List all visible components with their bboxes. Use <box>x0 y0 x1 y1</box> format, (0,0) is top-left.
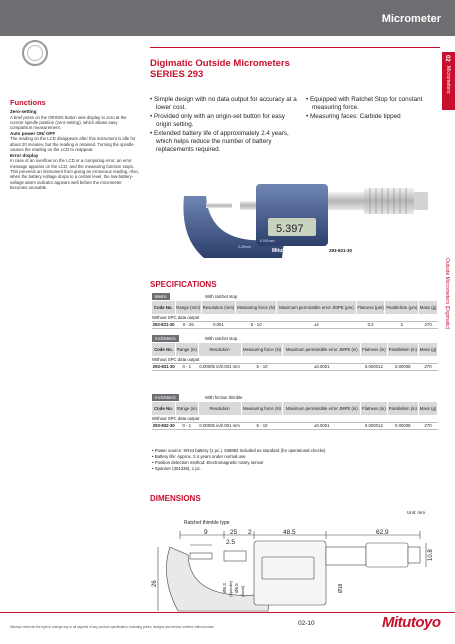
product-brand: Mitutoyo <box>272 248 293 254</box>
page-title-line2: SERIES 293 <box>150 69 204 80</box>
table-cell: 293-821-30 <box>152 322 175 327</box>
spec-tag-inch: Inch/Metric <box>152 394 179 401</box>
table-cell: 0.001 <box>201 321 235 328</box>
column-header: Mass (g) <box>419 301 438 314</box>
feature-item: • Measuring faces: Carbide tipped <box>306 112 401 120</box>
table-cell: ±0.0001 <box>283 422 361 429</box>
spec-subtitle: With ratchet stop <box>205 294 238 299</box>
function-text: In case of an overflow on the LCD or a computing error, an error message appears on the LCD, and the measuring function stops. This prevents an instrument from giving an erroneous reading. Also, when the battery voltage drops to a certain level, the low-battery-voltage alarm indicator appears well before the micrometer becomes unusable. <box>10 158 139 191</box>
column-header: Measuring force (N) <box>241 343 283 356</box>
column-header: Maximum permissible error JMPE (in) <box>283 343 361 356</box>
column-header: Range (mm) <box>175 301 201 314</box>
table-cell: 293-832-30 <box>152 423 175 428</box>
specifications-heading: SPECIFICATIONS <box>150 280 217 289</box>
dim-label: 62.9 <box>376 529 389 536</box>
column-header: Flatness (μm) <box>356 301 385 314</box>
mitutoyo-logo: Mitutoyo <box>382 614 441 631</box>
column-header: Measuring force (N) <box>236 301 277 314</box>
table-row <box>152 363 438 370</box>
column-header: Parallelism (μm) <box>385 301 419 314</box>
feature-list-left <box>150 96 300 155</box>
column-header: Maximum permissible error JMPE (in) <box>283 402 361 415</box>
functions-heading: Functions <box>10 98 46 107</box>
dimension-drawing <box>150 527 440 617</box>
table-row <box>152 321 438 328</box>
table-cell: 0.00005 in/0.001 mm <box>199 364 240 369</box>
spec-subtitle: With ratchet stop <box>205 336 238 341</box>
column-header: Measuring force (N) <box>241 402 283 415</box>
table-cell: 293-831-30 <box>152 364 175 369</box>
spec-table-inch-friction <box>152 402 438 430</box>
dim-label: 10.8 <box>428 549 434 561</box>
section-tab-number: 02 <box>444 55 450 62</box>
dimensions-subtitle: Ratchet thimble type <box>184 520 230 526</box>
dim-label: (Spindle) <box>228 580 233 597</box>
table-cell: 2 <box>385 321 419 328</box>
column-header: Resolution <box>198 402 241 415</box>
table-cell: 0.000012 <box>361 422 387 429</box>
feature-item: • Extended battery life of approximately 2.4 years, which helps reduce the number of battery replacements required. <box>150 129 289 154</box>
column-header: Code No. <box>152 301 175 314</box>
table-cell: 0 - 1 <box>176 363 199 370</box>
spec-table-metric <box>152 301 438 329</box>
function-text: The reading on the LCD disappears after this instrument is idle for about 20 minutes, but the reading is retained. Turning the spindle causes the reading on the LCD to reappear. <box>10 136 136 153</box>
product-resolution: 0.001mm <box>260 239 275 243</box>
spec-tag-inch: Inch/Metric <box>152 335 179 342</box>
table-cell: 0.3 <box>356 321 385 328</box>
section-tab[interactable] <box>442 52 455 110</box>
footer-rule <box>0 612 455 613</box>
column-header: Flatness (in) <box>361 402 387 415</box>
certification-seal-icon <box>22 40 48 66</box>
column-header: Code No. <box>152 343 176 356</box>
table-cell: 0.00008 <box>387 422 418 429</box>
column-header: Resolution <box>198 343 241 356</box>
feature-item: • Equipped with Ratchet Stop for constant measuring force. <box>306 96 423 112</box>
header-bar <box>0 0 455 36</box>
column-header: Range (in) <box>176 343 199 356</box>
dim-label: 48.5 <box>283 529 296 536</box>
dim-label: 9 <box>204 529 208 536</box>
table-cell: 270 <box>419 422 438 429</box>
feature-list-right <box>306 96 442 122</box>
dim-label: Ø6.5 <box>234 583 239 593</box>
table-cell: 270 <box>419 321 438 328</box>
unit-label: Unit: mm <box>407 510 425 515</box>
table-row <box>152 422 438 429</box>
column-header: Range (in) <box>176 402 199 415</box>
dimensions-heading: DIMENSIONS <box>150 494 201 503</box>
column-header: Maximum permissible error JMPE (μm) <box>277 301 357 314</box>
table-cell: 0.00008 <box>387 363 418 370</box>
group-label: Without SPC data output <box>152 314 438 321</box>
feature-item: • Simple design with no data output for accuracy at a lower cost. <box>150 96 297 112</box>
dim-label: 25 <box>230 529 238 536</box>
section-tab-label: Micrometers <box>445 66 451 94</box>
table-cell: 0 - 25 <box>175 321 201 328</box>
group-label: Without SPC data output <box>152 415 438 422</box>
dim-label: Ø6.3 <box>222 583 227 593</box>
note-item: • Position detection method: Electromagnetic rotary sensor <box>152 460 325 466</box>
lcd-reading: 5.397 <box>276 223 304 235</box>
page-number: 02-10 <box>298 620 315 627</box>
table-cell: 5 - 10 <box>241 422 283 429</box>
feature-item: • Provided only with an origin-set button for easy origin setting. <box>150 112 285 129</box>
spec-table-inch-ratchet <box>152 343 438 371</box>
product-range: 0-25mm <box>238 245 251 249</box>
group-label: Without SPC data output <box>152 356 438 363</box>
dim-label: 2.5 <box>226 539 236 546</box>
column-header: Code No. <box>152 402 176 415</box>
table-cell: 5 - 10 <box>236 321 277 328</box>
page-title <box>150 58 290 80</box>
micrometer-product-image <box>180 178 430 263</box>
table-cell: 5 - 10 <box>241 363 283 370</box>
table-cell: 0 - 1 <box>176 422 199 429</box>
spec-subtitle: With friction thimble <box>205 395 243 400</box>
dim-label: 26 <box>152 580 158 587</box>
column-header: Parallelism (in) <box>387 402 418 415</box>
dim-label: (Anvil) <box>240 585 245 597</box>
note-item: • Power source: SR44 battery (1 pc.), 938882 included as standard (for operational checks) <box>152 448 325 454</box>
title-rule <box>150 47 440 48</box>
dim-label: 2 <box>248 529 252 536</box>
header-title: Micrometer <box>381 13 441 25</box>
note-item: • Spanner (301336), 1 pc. <box>152 466 325 472</box>
function-title: Error display <box>10 152 39 158</box>
column-header: Resolution (mm) <box>201 301 235 314</box>
page-title-line1: Digimatic Outside Micrometers <box>150 58 290 69</box>
function-title: Zero-setting <box>10 109 37 114</box>
column-header: Mass (g) <box>419 402 438 415</box>
note-item: • Battery life: Approx. 2.4 years under normal use <box>152 454 325 460</box>
column-header: Mass (g) <box>419 343 438 356</box>
function-text: A brief press on the ORIGIN button sets display to zero at the current spindle position (zero-setting), which allows easy comparison measurement. <box>10 114 127 131</box>
table-cell: 0.000012 <box>361 363 387 370</box>
spec-notes <box>152 448 325 472</box>
table-cell: 0.00005 in/0.001 mm <box>199 423 240 428</box>
column-header: Parallelism (in) <box>387 343 418 356</box>
table-cell: 270 <box>419 363 438 370</box>
side-category-label: Outside Micrometers (Digimatic) <box>444 258 450 330</box>
column-header: Flatness (in) <box>361 343 387 356</box>
spec-tag-metric: Metric <box>152 293 170 300</box>
product-caption: 293-821-30 <box>329 248 353 253</box>
functions-panel <box>10 98 140 191</box>
table-cell: ±2 <box>277 321 357 328</box>
function-title: Auto power ON/ OFF <box>10 130 56 136</box>
dim-label: Ø18 <box>338 583 344 593</box>
table-cell: ±0.0001 <box>283 363 361 370</box>
disclaimer-text: Mitutoyo reserves the right to change any or all aspects of any product specification, including prices, designs and service content, without notice. <box>10 625 215 629</box>
